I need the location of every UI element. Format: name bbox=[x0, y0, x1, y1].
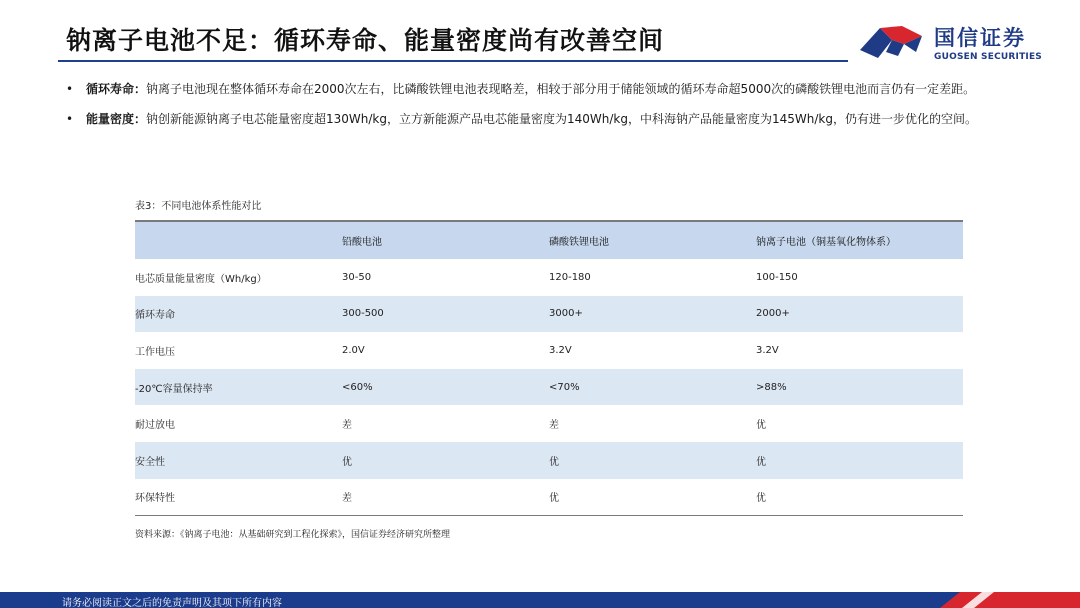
footer-bar bbox=[0, 592, 1080, 608]
header-cell: 磷酸铁锂电池 bbox=[549, 237, 609, 248]
bullet-text: 钠创新能源钠离子电芯能量密度超130Wh/kg，立方新能源产品电芯能量密度为140Wh/kg，中科海钠产品能量密度为145Wh/kg，仍有进一步优化的空间。 bbox=[146, 112, 977, 126]
table-row bbox=[135, 259, 963, 296]
header-cell bbox=[135, 221, 342, 259]
guosen-logo bbox=[858, 22, 1058, 66]
table-cell: 3000+ bbox=[549, 308, 583, 320]
row-label: 电芯质量能量密度（Wh/kg） bbox=[135, 273, 267, 285]
header-cell: 钠离子电池（铜基氧化物体系） bbox=[756, 237, 896, 248]
row-label: 环保特性 bbox=[135, 493, 175, 505]
row-label: -20℃容量保持率 bbox=[135, 383, 213, 395]
page-title: 钠离子电池不足：循环寿命、能量密度尚有改善空间 bbox=[66, 26, 665, 55]
table-cell: 差 bbox=[342, 420, 352, 432]
table-cell: 3.2V bbox=[549, 344, 572, 356]
bullet-cycle-life bbox=[66, 78, 1026, 101]
table-cell: 100-150 bbox=[756, 271, 798, 283]
table-cell: 优 bbox=[549, 456, 559, 468]
row-label: 循环寿命 bbox=[135, 310, 175, 322]
bullet-key: 循环寿命： bbox=[86, 82, 147, 96]
bullet-dot-icon: • bbox=[66, 112, 74, 126]
table-cell: 优 bbox=[756, 420, 766, 432]
table-cell: 优 bbox=[342, 456, 352, 468]
row-label: 工作电压 bbox=[135, 346, 175, 358]
table-cell: 2.0V bbox=[342, 344, 365, 356]
table-row bbox=[135, 442, 963, 479]
header-cell: 铅酸电池 bbox=[342, 237, 382, 248]
logo-name-en: GUOSEN SECURITIES bbox=[934, 52, 1042, 62]
table-cell: 3.2V bbox=[756, 344, 779, 356]
source-note: 资料来源：《钠离子电池：从基础研究到工程化探索》，国信证券经济研究所整理 bbox=[135, 530, 451, 540]
bullet-text: 钠离子电池现在整体循环寿命在2000次左右，比磷酸铁锂电池表现略差，相较于部分用于储能领域的循环寿命超5000次的磷酸铁锂电池而言仍有一定差距。 bbox=[146, 82, 976, 96]
table-header-row bbox=[135, 221, 963, 259]
table-cell: 优 bbox=[756, 456, 766, 468]
row-label: 安全性 bbox=[135, 456, 165, 468]
title-underline bbox=[58, 60, 848, 62]
table-cell: 优 bbox=[549, 493, 559, 505]
table-row bbox=[135, 479, 963, 516]
disclaimer-text: 请务必阅读正文之后的免责声明及其项下所有内容 bbox=[62, 598, 282, 608]
comparison-table bbox=[135, 220, 963, 516]
row-label: 耐过放电 bbox=[135, 420, 175, 432]
bullet-energy-density bbox=[66, 108, 1026, 131]
logo-name-cn: 国信证券 bbox=[934, 26, 1026, 50]
table-cell: 300-500 bbox=[342, 308, 384, 320]
footer-accent-stripe bbox=[930, 592, 1080, 608]
bullet-list bbox=[66, 78, 1026, 138]
table-row bbox=[135, 405, 963, 442]
table-row bbox=[135, 296, 963, 333]
table-cell: >88% bbox=[756, 381, 787, 393]
bullet-key: 能量密度： bbox=[86, 112, 147, 126]
table-cell: 120-180 bbox=[549, 271, 591, 283]
page-header bbox=[0, 0, 1080, 66]
table-cell: 2000+ bbox=[756, 308, 790, 320]
table-row bbox=[135, 332, 963, 369]
table-caption: 表3：不同电池体系性能对比 bbox=[135, 201, 262, 212]
table-cell: 优 bbox=[756, 493, 766, 505]
table-cell: 差 bbox=[549, 420, 559, 432]
table-row bbox=[135, 369, 963, 406]
guosen-logo-icon bbox=[858, 22, 928, 62]
table-cell: 30-50 bbox=[342, 271, 372, 283]
table-cell: 差 bbox=[342, 493, 352, 505]
table-cell: <70% bbox=[549, 381, 580, 393]
bullet-dot-icon: • bbox=[66, 82, 74, 96]
table-cell: <60% bbox=[342, 381, 373, 393]
